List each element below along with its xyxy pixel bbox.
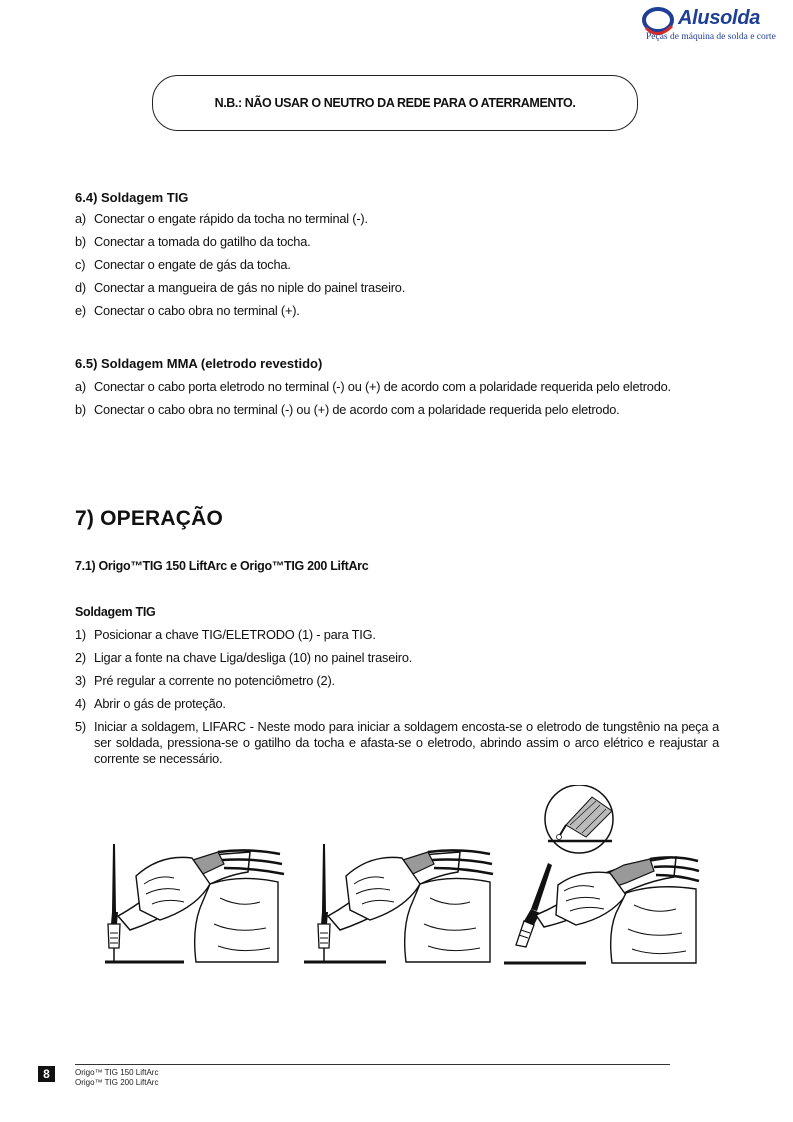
list-item [75,211,719,227]
list-marker: 5) [75,719,86,734]
section-7-list [75,627,719,774]
tig-lift-step2-illustration [300,838,495,968]
list-text: Conectar o cabo obra no terminal (-) ou (+) de acordo com a polaridade requerida pelo eletrodo. [94,402,620,417]
list-text: Abrir o gás de proteção. [94,696,226,711]
list-item [75,280,719,296]
list-item [75,627,719,643]
list-text: Ligar a fonte na chave Liga/desliga (10) no painel traseiro. [94,650,413,665]
list-marker: d) [75,280,86,295]
list-marker: 4) [75,696,86,711]
list-text: Conectar o cabo obra no terminal (+). [94,303,300,318]
list-marker: e) [75,303,86,318]
list-item [75,719,719,767]
list-item [75,257,719,273]
section-6-4-list [75,211,719,326]
logo-wordmark: Alusolda [678,7,761,29]
list-marker: b) [75,402,86,417]
list-item [75,379,719,395]
section-6-5-list [75,379,719,425]
list-text: Conectar o cabo porta eletrodo no terminal (-) ou (+) de acordo com a polaridade requerida pelo eletrodo. [94,379,671,394]
section-7-1-title: 7.1) Origo™TIG 150 LiftArc e Origo™TIG 200 LiftArc [75,559,369,573]
arc-detail-inset [545,785,613,853]
list-marker: b) [75,234,86,249]
list-item [75,650,719,666]
list-item [75,234,719,250]
list-text: Iniciar a soldagem, LIFARC - Neste modo para iniciar a soldagem encosta-se o eletrodo de tungstênio na peça a ser soldada, pressiona-se o gatilho da tocha e afasta-se o eletrodo, abrindo assim o arco elétrico e reajustar a corrente se necessário. [94,719,719,766]
page-number: 8 [38,1066,55,1082]
notice-box [152,75,638,131]
list-item [75,673,719,689]
list-text: Conectar o engate de gás da tocha. [94,257,291,272]
list-marker: 2) [75,650,86,665]
list-text: Pré regular a corrente no potenciômetro (2). [94,673,335,688]
footer-divider [75,1064,670,1065]
list-item [75,402,719,418]
list-item [75,303,719,319]
list-marker: a) [75,379,86,394]
list-marker: 3) [75,673,86,688]
soldagem-tig-subheading: Soldagem TIG [75,605,156,619]
footer-line-2: Origo™ TIG 200 LiftArc [75,1078,159,1087]
section-7-title: 7) OPERAÇÃO [75,507,224,530]
logo-tagline: Peças de máquina de solda e corte [646,32,776,42]
list-marker: 1) [75,627,86,642]
tig-lift-step1-illustration [100,838,290,968]
list-marker: a) [75,211,86,226]
section-6-4-title: 6.4) Soldagem TIG [75,190,189,205]
list-text: Posicionar a chave TIG/ELETRODO (1) - para TIG. [94,627,376,642]
footer-line-1: Origo™ TIG 150 LiftArc [75,1068,159,1077]
alusolda-logo [640,4,776,46]
list-text: Conectar a mangueira de gás no niple do painel traseiro. [94,280,406,295]
list-marker: c) [75,257,86,272]
footer-product-names [75,1068,158,1088]
notice-text: N.B.: NÃO USAR O NEUTRO DA REDE PARA O ATERRAMENTO. [214,96,576,110]
section-6-5-title: 6.5) Soldagem MMA (eletrodo revestido) [75,356,323,371]
tig-lift-step3-illustration [500,785,700,970]
list-text: Conectar o engate rápido da tocha no terminal (-). [94,211,368,226]
list-item [75,696,719,712]
list-text: Conectar a tomada do gatilho da tocha. [94,234,311,249]
